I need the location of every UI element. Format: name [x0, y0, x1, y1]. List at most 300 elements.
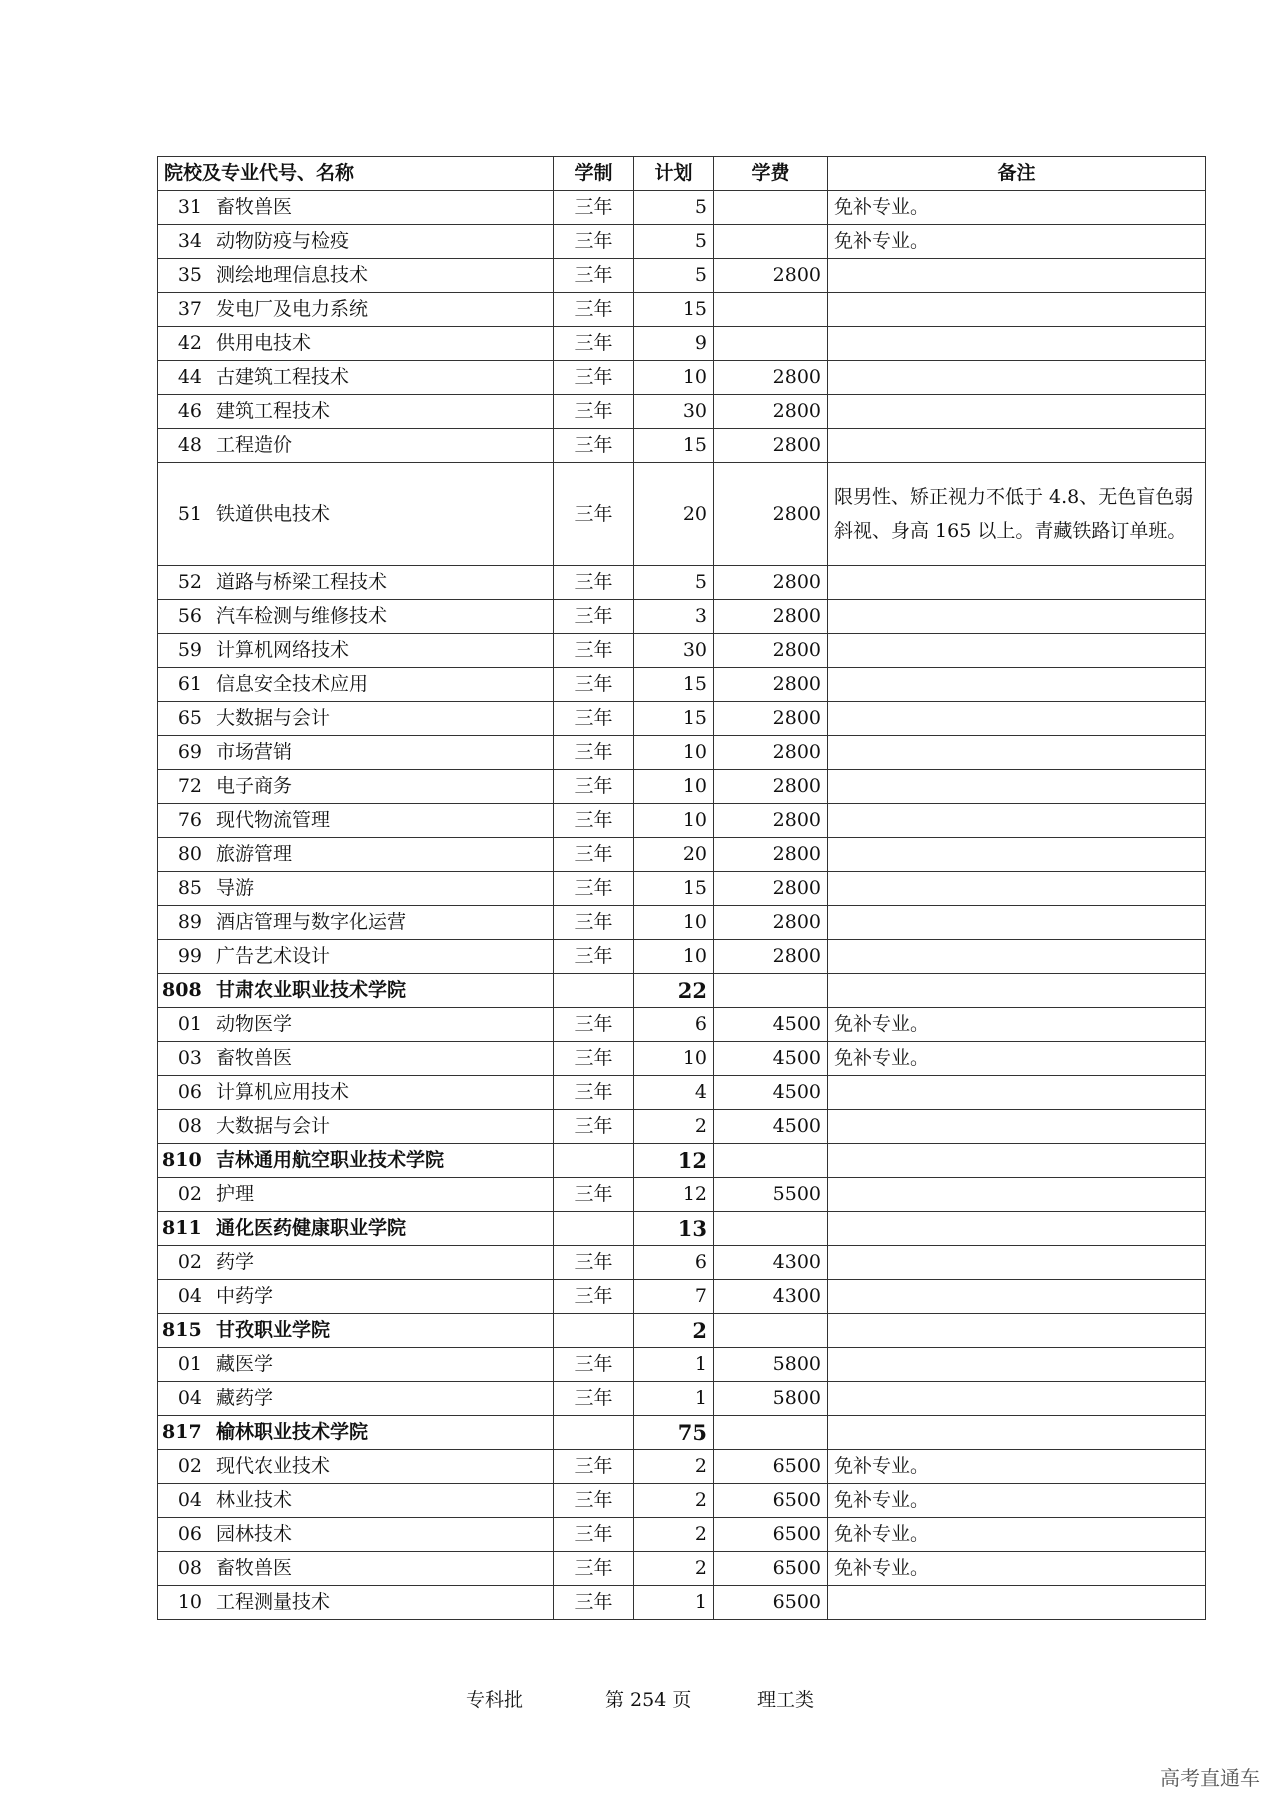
- note-cell: [828, 327, 1206, 361]
- major-name: 计算机网络技术: [216, 639, 350, 661]
- major-name: 发电厂及电力系统: [216, 298, 369, 320]
- duration-cell: 三年: [554, 1382, 634, 1416]
- major-name: 建筑工程技术: [216, 400, 331, 422]
- duration-cell: 三年: [554, 838, 634, 872]
- note-cell: [828, 1144, 1206, 1178]
- school-code: 815: [162, 1319, 202, 1341]
- fee-cell: 2800: [714, 736, 828, 770]
- school-row: [158, 1212, 1206, 1246]
- duration-cell: 三年: [554, 906, 634, 940]
- fee-cell: 4500: [714, 1110, 828, 1144]
- table-row: [158, 1178, 1206, 1212]
- name-cell: [158, 1144, 554, 1178]
- fee-cell: 2800: [714, 804, 828, 838]
- major-name: 畜牧兽医: [216, 196, 293, 218]
- name-cell: [158, 974, 554, 1008]
- major-name: 道路与桥梁工程技术: [216, 571, 388, 593]
- plan-cell: 20: [634, 838, 714, 872]
- fee-cell: 2800: [714, 259, 828, 293]
- note-cell: [828, 1246, 1206, 1280]
- footer-page-number: 第 254 页: [605, 1689, 692, 1711]
- table-row: [158, 770, 1206, 804]
- name-cell: [158, 566, 554, 600]
- name-cell: [158, 1110, 554, 1144]
- fee-cell: 2800: [714, 634, 828, 668]
- note-cell: [828, 429, 1206, 463]
- fee-cell: 2800: [714, 429, 828, 463]
- school-row: [158, 1314, 1206, 1348]
- header-plan: 计划: [634, 157, 714, 191]
- plan-cell: 30: [634, 634, 714, 668]
- plan-cell: 5: [634, 225, 714, 259]
- major-name: 信息安全技术应用: [216, 673, 369, 695]
- footer-batch: 专科批: [466, 1689, 524, 1711]
- header-duration: 学制: [554, 157, 634, 191]
- name-cell: [158, 770, 554, 804]
- table-row: [158, 429, 1206, 463]
- table-row: [158, 259, 1206, 293]
- school-row: [158, 1416, 1206, 1450]
- name-cell: [158, 668, 554, 702]
- fee-cell: [714, 1416, 828, 1450]
- fee-cell: 2800: [714, 872, 828, 906]
- major-name: 藏药学: [216, 1387, 274, 1409]
- note-cell: 免补专业。: [828, 225, 1206, 259]
- fee-cell: [714, 225, 828, 259]
- major-code: 80: [177, 843, 202, 865]
- fee-cell: [714, 293, 828, 327]
- table-row: [158, 872, 1206, 906]
- name-cell: [158, 1382, 554, 1416]
- duration-cell: 三年: [554, 1110, 634, 1144]
- major-name: 酒店管理与数字化运营: [216, 911, 407, 933]
- major-name: 旅游管理: [216, 843, 293, 865]
- duration-cell: 三年: [554, 395, 634, 429]
- major-code: 01: [177, 1353, 202, 1375]
- table-row: [158, 940, 1206, 974]
- plan-cell: 12: [634, 1178, 714, 1212]
- table-row: [158, 1008, 1206, 1042]
- name-cell: [158, 702, 554, 736]
- duration-cell: 三年: [554, 566, 634, 600]
- school-row: [158, 974, 1206, 1008]
- duration-cell: 三年: [554, 634, 634, 668]
- major-code: 31: [177, 196, 202, 218]
- school-name: 甘肃农业职业技术学院: [216, 979, 407, 1001]
- name-cell: [158, 872, 554, 906]
- duration-cell: 三年: [554, 600, 634, 634]
- major-code: 08: [177, 1557, 202, 1579]
- page-footer: [0, 1685, 1280, 1715]
- note-cell: [828, 804, 1206, 838]
- table-row: [158, 702, 1206, 736]
- school-name: 榆林职业技术学院: [216, 1421, 369, 1443]
- school-name: 通化医药健康职业学院: [216, 1217, 407, 1239]
- major-code: 04: [177, 1285, 202, 1307]
- duration-cell: 三年: [554, 225, 634, 259]
- major-code: 61: [177, 673, 202, 695]
- name-cell: [158, 1416, 554, 1450]
- duration-cell: 三年: [554, 463, 634, 566]
- duration-cell: 三年: [554, 1008, 634, 1042]
- plan-cell: 10: [634, 906, 714, 940]
- major-name: 动物防疫与检疫: [216, 230, 350, 252]
- table-row: [158, 1382, 1206, 1416]
- fee-cell: 4500: [714, 1076, 828, 1110]
- note-cell: [828, 1178, 1206, 1212]
- plan-cell: 15: [634, 872, 714, 906]
- table-row: [158, 1484, 1206, 1518]
- major-name: 药学: [216, 1251, 255, 1273]
- note-cell: [828, 1076, 1206, 1110]
- plan-cell: 75: [634, 1416, 714, 1450]
- table-row: [158, 566, 1206, 600]
- name-cell: [158, 429, 554, 463]
- duration-cell: 三年: [554, 1076, 634, 1110]
- plan-cell: 2: [634, 1518, 714, 1552]
- fee-cell: 2800: [714, 770, 828, 804]
- header-fee: 学费: [714, 157, 828, 191]
- note-cell: [828, 293, 1206, 327]
- name-cell: [158, 1042, 554, 1076]
- name-cell: [158, 940, 554, 974]
- major-code: 46: [177, 400, 202, 422]
- school-row: [158, 1144, 1206, 1178]
- major-name: 动物医学: [216, 1013, 293, 1035]
- major-code: 02: [177, 1183, 202, 1205]
- major-code: 04: [177, 1387, 202, 1409]
- plan-cell: 5: [634, 191, 714, 225]
- plan-cell: 22: [634, 974, 714, 1008]
- note-cell: [828, 1110, 1206, 1144]
- plan-cell: 13: [634, 1212, 714, 1246]
- duration-cell: 三年: [554, 702, 634, 736]
- major-code: 44: [177, 366, 202, 388]
- plan-cell: 15: [634, 429, 714, 463]
- duration-cell: 三年: [554, 872, 634, 906]
- name-cell: [158, 191, 554, 225]
- header-note: 备注: [828, 157, 1206, 191]
- table-row: [158, 1348, 1206, 1382]
- major-code: 52: [177, 571, 202, 593]
- major-code: 02: [177, 1455, 202, 1477]
- name-cell: [158, 225, 554, 259]
- fee-cell: [714, 974, 828, 1008]
- major-code: 34: [177, 230, 202, 252]
- note-cell: [828, 1586, 1206, 1620]
- plan-cell: 10: [634, 361, 714, 395]
- fee-cell: 2800: [714, 463, 828, 566]
- major-code: 89: [177, 911, 202, 933]
- fee-cell: 2800: [714, 906, 828, 940]
- major-name: 供用电技术: [216, 332, 312, 354]
- note-cell: [828, 1382, 1206, 1416]
- major-code: 02: [177, 1251, 202, 1273]
- duration-cell: 三年: [554, 940, 634, 974]
- fee-cell: [714, 191, 828, 225]
- fee-cell: 2800: [714, 566, 828, 600]
- duration-cell: 三年: [554, 293, 634, 327]
- name-cell: [158, 736, 554, 770]
- fee-cell: 4500: [714, 1042, 828, 1076]
- duration-cell: [554, 1144, 634, 1178]
- note-cell: [828, 361, 1206, 395]
- major-name: 铁道供电技术: [216, 503, 331, 525]
- name-cell: [158, 1484, 554, 1518]
- major-code: 04: [177, 1489, 202, 1511]
- major-code: 01: [177, 1013, 202, 1035]
- plan-cell: 20: [634, 463, 714, 566]
- major-code: 65: [177, 707, 202, 729]
- plan-cell: 2: [634, 1450, 714, 1484]
- name-cell: [158, 634, 554, 668]
- table-row: [158, 1450, 1206, 1484]
- major-code: 06: [177, 1523, 202, 1545]
- note-cell: [828, 1314, 1206, 1348]
- note-cell: [828, 872, 1206, 906]
- school-name: 甘孜职业学院: [216, 1319, 331, 1341]
- fee-cell: [714, 1314, 828, 1348]
- duration-cell: 三年: [554, 1178, 634, 1212]
- duration-cell: 三年: [554, 1450, 634, 1484]
- fee-cell: 2800: [714, 395, 828, 429]
- note-cell: [828, 1280, 1206, 1314]
- duration-cell: [554, 1314, 634, 1348]
- fee-cell: 2800: [714, 940, 828, 974]
- duration-cell: 三年: [554, 1518, 634, 1552]
- name-cell: [158, 1076, 554, 1110]
- table-row: [158, 191, 1206, 225]
- note-cell: 免补专业。: [828, 1042, 1206, 1076]
- fee-cell: 6500: [714, 1450, 828, 1484]
- school-code: 808: [162, 979, 202, 1001]
- fee-cell: [714, 1212, 828, 1246]
- table-row: [158, 634, 1206, 668]
- major-name: 中药学: [216, 1285, 274, 1307]
- note-cell: [828, 736, 1206, 770]
- plan-cell: 12: [634, 1144, 714, 1178]
- name-cell: [158, 361, 554, 395]
- school-code: 817: [162, 1421, 202, 1443]
- name-cell: [158, 1212, 554, 1246]
- plan-cell: 10: [634, 1042, 714, 1076]
- table-row: [158, 804, 1206, 838]
- note-cell: [828, 1212, 1206, 1246]
- header-name: 院校及专业代号、名称: [158, 157, 554, 191]
- duration-cell: 三年: [554, 736, 634, 770]
- duration-cell: [554, 974, 634, 1008]
- table-row: [158, 1518, 1206, 1552]
- duration-cell: 三年: [554, 1552, 634, 1586]
- plan-cell: 5: [634, 566, 714, 600]
- plan-cell: 3: [634, 600, 714, 634]
- note-cell: [828, 1348, 1206, 1382]
- plan-cell: 2: [634, 1110, 714, 1144]
- fee-cell: 5500: [714, 1178, 828, 1212]
- plan-cell: 2: [634, 1314, 714, 1348]
- plan-cell: 9: [634, 327, 714, 361]
- note-cell: 免补专业。: [828, 1450, 1206, 1484]
- name-cell: [158, 1246, 554, 1280]
- note-cell: 免补专业。: [828, 1008, 1206, 1042]
- major-name: 畜牧兽医: [216, 1557, 293, 1579]
- note-cell: [828, 770, 1206, 804]
- plan-cell: 10: [634, 736, 714, 770]
- duration-cell: 三年: [554, 1484, 634, 1518]
- table-row: [158, 361, 1206, 395]
- name-cell: [158, 1008, 554, 1042]
- note-cell: 免补专业。: [828, 191, 1206, 225]
- duration-cell: 三年: [554, 327, 634, 361]
- major-code: 48: [177, 434, 202, 456]
- name-cell: [158, 1586, 554, 1620]
- table-row: [158, 1042, 1206, 1076]
- plan-cell: 7: [634, 1280, 714, 1314]
- table-row: [158, 225, 1206, 259]
- plan-cell: 1: [634, 1382, 714, 1416]
- name-cell: [158, 259, 554, 293]
- major-name: 古建筑工程技术: [216, 366, 350, 388]
- major-name: 畜牧兽医: [216, 1047, 293, 1069]
- name-cell: [158, 1314, 554, 1348]
- name-cell: [158, 395, 554, 429]
- footer-category: 理工类: [757, 1689, 815, 1711]
- fee-cell: 6500: [714, 1484, 828, 1518]
- plan-cell: 4: [634, 1076, 714, 1110]
- major-name: 汽车检测与维修技术: [216, 605, 388, 627]
- duration-cell: 三年: [554, 1246, 634, 1280]
- table-row: [158, 906, 1206, 940]
- table-row: [158, 1076, 1206, 1110]
- note-cell: [828, 702, 1206, 736]
- plan-cell: 2: [634, 1552, 714, 1586]
- table-row: [158, 1586, 1206, 1620]
- duration-cell: 三年: [554, 770, 634, 804]
- major-code: 51: [177, 503, 202, 525]
- note-cell: [828, 600, 1206, 634]
- duration-cell: 三年: [554, 1348, 634, 1382]
- note-cell: [828, 634, 1206, 668]
- note-cell: 限男性、矫正视力不低于 4.8、无色盲色弱斜视、身高 165 以上。青藏铁路订单班。: [828, 463, 1206, 566]
- major-name: 计算机应用技术: [216, 1081, 350, 1103]
- table-header-row: [158, 157, 1206, 191]
- note-cell: [828, 906, 1206, 940]
- major-code: 06: [177, 1081, 202, 1103]
- fee-cell: 2800: [714, 838, 828, 872]
- table-body: [158, 191, 1206, 1620]
- duration-cell: 三年: [554, 259, 634, 293]
- major-code: 03: [177, 1047, 202, 1069]
- major-code: 99: [177, 945, 202, 967]
- fee-cell: 5800: [714, 1348, 828, 1382]
- plan-cell: 6: [634, 1008, 714, 1042]
- major-name: 藏医学: [216, 1353, 274, 1375]
- name-cell: [158, 804, 554, 838]
- fee-cell: 2800: [714, 600, 828, 634]
- table-row: [158, 736, 1206, 770]
- school-name: 吉林通用航空职业技术学院: [216, 1149, 445, 1171]
- plan-cell: 10: [634, 940, 714, 974]
- major-code: 56: [177, 605, 202, 627]
- note-cell: [828, 1416, 1206, 1450]
- name-cell: [158, 1280, 554, 1314]
- note-cell: 免补专业。: [828, 1552, 1206, 1586]
- plan-cell: 10: [634, 770, 714, 804]
- major-code: 85: [177, 877, 202, 899]
- fee-cell: 4300: [714, 1280, 828, 1314]
- fee-cell: 5800: [714, 1382, 828, 1416]
- plan-cell: 2: [634, 1484, 714, 1518]
- major-code: 37: [177, 298, 202, 320]
- fee-cell: 2800: [714, 361, 828, 395]
- note-cell: [828, 838, 1206, 872]
- duration-cell: 三年: [554, 804, 634, 838]
- fee-cell: 6500: [714, 1518, 828, 1552]
- fee-cell: [714, 1144, 828, 1178]
- plan-cell: 15: [634, 702, 714, 736]
- major-name: 现代农业技术: [216, 1455, 331, 1477]
- major-name: 大数据与会计: [216, 707, 331, 729]
- enrollment-plan-table: [157, 156, 1206, 1620]
- table-row: [158, 395, 1206, 429]
- name-cell: [158, 906, 554, 940]
- major-code: 42: [177, 332, 202, 354]
- note-cell: [828, 395, 1206, 429]
- table-row: [158, 293, 1206, 327]
- name-cell: [158, 838, 554, 872]
- duration-cell: 三年: [554, 191, 634, 225]
- major-name: 工程测量技术: [216, 1591, 331, 1613]
- name-cell: [158, 1450, 554, 1484]
- major-code: 35: [177, 264, 202, 286]
- name-cell: [158, 1178, 554, 1212]
- plan-cell: 30: [634, 395, 714, 429]
- plan-cell: 15: [634, 668, 714, 702]
- note-cell: [828, 259, 1206, 293]
- major-code: 10: [177, 1591, 202, 1613]
- table-row: [158, 668, 1206, 702]
- table-row: [158, 1280, 1206, 1314]
- name-cell: [158, 327, 554, 361]
- table-row: [158, 1110, 1206, 1144]
- note-cell: 免补专业。: [828, 1518, 1206, 1552]
- major-name: 导游: [216, 877, 255, 899]
- fee-cell: 6500: [714, 1552, 828, 1586]
- school-code: 810: [162, 1149, 202, 1171]
- duration-cell: 三年: [554, 668, 634, 702]
- major-name: 工程造价: [216, 434, 293, 456]
- name-cell: [158, 1348, 554, 1382]
- name-cell: [158, 600, 554, 634]
- name-cell: [158, 1552, 554, 1586]
- plan-cell: 1: [634, 1586, 714, 1620]
- major-name: 电子商务: [216, 775, 293, 797]
- fee-cell: 2800: [714, 702, 828, 736]
- duration-cell: 三年: [554, 361, 634, 395]
- school-code: 811: [162, 1217, 202, 1239]
- duration-cell: [554, 1416, 634, 1450]
- major-name: 现代物流管理: [216, 809, 331, 831]
- plan-cell: 15: [634, 293, 714, 327]
- major-name: 广告艺术设计: [216, 945, 331, 967]
- note-cell: [828, 940, 1206, 974]
- major-code: 72: [177, 775, 202, 797]
- note-cell: [828, 566, 1206, 600]
- table-row: [158, 1246, 1206, 1280]
- major-code: 76: [177, 809, 202, 831]
- major-code: 08: [177, 1115, 202, 1137]
- table-row: [158, 600, 1206, 634]
